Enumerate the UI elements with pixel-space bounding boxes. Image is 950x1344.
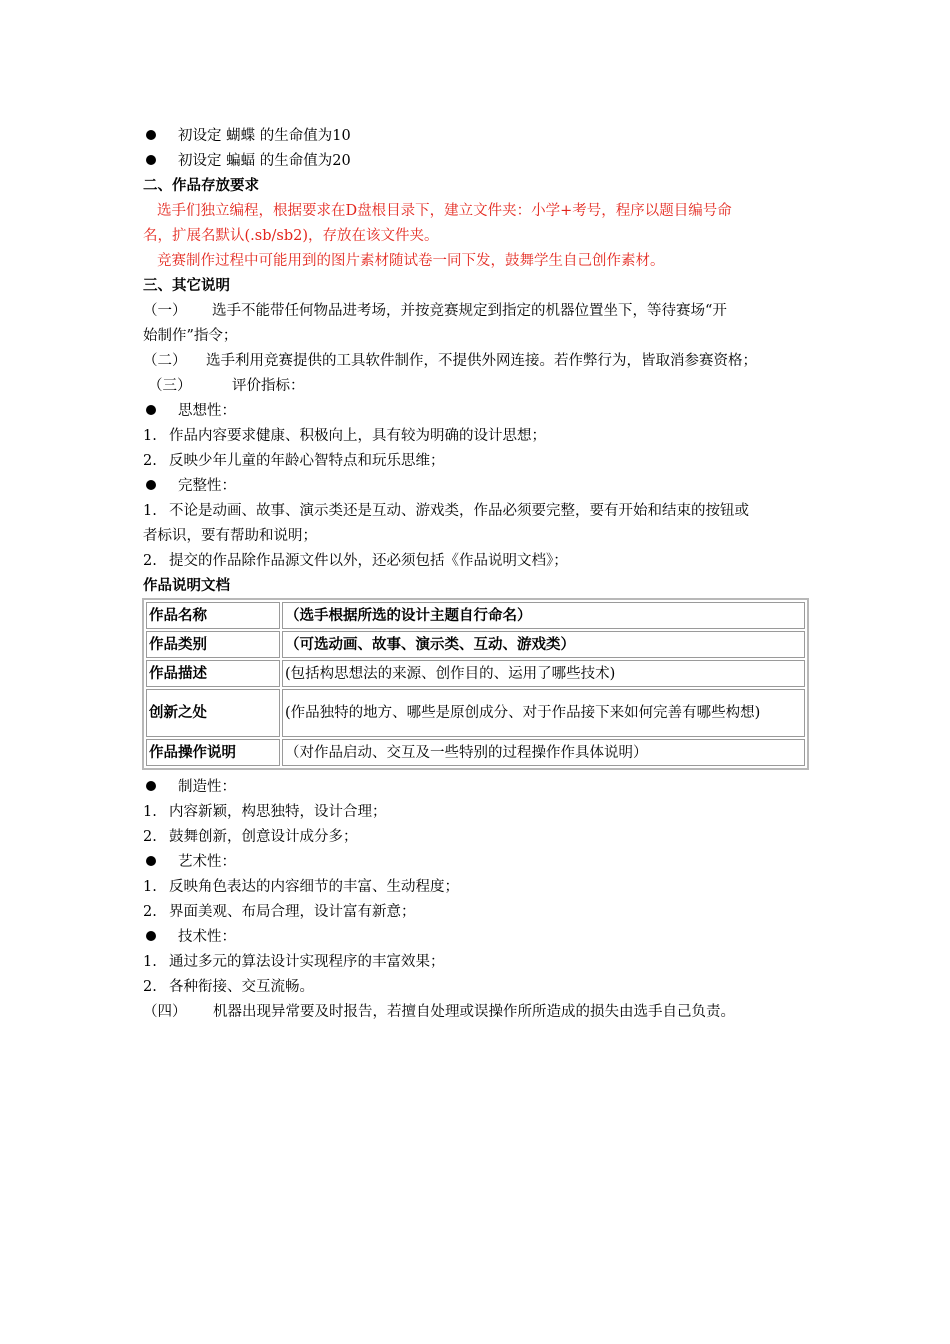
bullet-item: 制造性： [143,777,236,797]
bullet-item: 完整性： [143,476,236,496]
table-row [146,739,805,766]
table-title: 作品说明文档 [143,578,230,594]
table-value-cell: (包括构思想法的来源、创作目的、运用了哪些技术) [282,660,805,687]
list-item: 2. 鼓舞创新，创意设计成分多； [143,829,358,845]
bullet-icon [146,781,156,791]
bullet-item: 思想性： [143,401,236,421]
bullet-icon [146,130,156,140]
list-item: 者标识，要有帮助和说明； [143,528,317,544]
bullet-item: 技术性： [143,927,236,947]
bullet-icon [146,480,156,490]
list-item: 1. 作品内容要求健康、积极向上，具有较为明确的设计思想； [143,428,546,444]
table-row [146,631,805,658]
bullet-icon [146,931,156,941]
table-value-cell: （选手根据所选的设计主题自行命名） [282,602,805,629]
table-row [146,660,805,687]
list-item: 2. 反映少年儿童的年龄心智特点和玩乐思维； [143,453,445,469]
table-row [146,689,805,737]
bullet-item: 初设定 蝙蝠 的生命值为20 [143,151,351,171]
bullet-icon [146,856,156,866]
paragraph: （一） 选手不能带任何物品进考场，并按竞赛规定到指定的机器位置坐下，等待赛场“开 [143,303,727,319]
bullet-item: 初设定 蝴蝶 的生命值为10 [143,126,351,146]
bullet-icon [146,155,156,165]
list-item: 1. 内容新颖，构思独特，设计合理； [143,804,387,820]
storage-requirement-text: 名，扩展名默认(.sb/sb2)，存放在该文件夹。 [143,228,439,244]
table-value-cell: （可选动画、故事、演示类、互动、游戏类） [282,631,805,658]
material-note-text: 竞赛制作过程中可能用到的图片素材随试卷一同下发，鼓舞学生自己创作素材。 [157,253,665,269]
table-key-cell: 作品名称 [146,602,280,629]
bullet-item: 艺术性： [143,852,236,872]
paragraph: （二） 选手利用竞赛提供的工具软件制作，不提供外网连接。若作弊行为，皆取消参赛资格； [143,353,757,369]
paragraph: （四） 机器出现异常要及时报告，若擅自处理或误操作所所造成的损失由选手自己负责。 [143,1004,735,1020]
list-item: 2. 各种衔接、交互流畅。 [143,979,314,995]
table-value-cell: （对作品启动、交互及一些特别的过程操作作具体说明） [282,739,805,766]
paragraph: 始制作”指令； [143,328,238,344]
section-heading: 二、作品存放要求 [143,178,259,194]
description-table [142,598,809,770]
section-heading: 三、其它说明 [143,278,230,294]
paragraph: （三） 评价指标： [148,378,305,394]
list-item: 1. 不论是动画、故事、演示类还是互动、游戏类，作品必须要完整，要有开始和结束的按钮或 [143,503,749,519]
list-item: 1. 通过多元的算法设计实现程序的丰富效果； [143,954,445,970]
table-key-cell: 作品描述 [146,660,280,687]
storage-requirement-text: 选手们独立编程，根据要求在D盘根目录下，建立文件夹：小学+考号，程序以题目编号命 [157,203,732,219]
bullet-icon [146,405,156,415]
table-value-cell: (作品独特的地方、哪些是原创成分、对于作品接下来如何完善有哪些构想) [282,689,805,737]
list-item: 2. 提交的作品除作品源文件以外，还必须包括《作品说明文档》； [143,553,568,569]
table-row [146,602,805,629]
table-key-cell: 创新之处 [146,689,280,737]
table-key-cell: 作品类别 [146,631,280,658]
list-item: 2. 界面美观、布局合理，设计富有新意； [143,904,416,920]
list-item: 1. 反映角色表达的内容细节的丰富、生动程度； [143,879,459,895]
table-key-cell: 作品操作说明 [146,739,280,766]
